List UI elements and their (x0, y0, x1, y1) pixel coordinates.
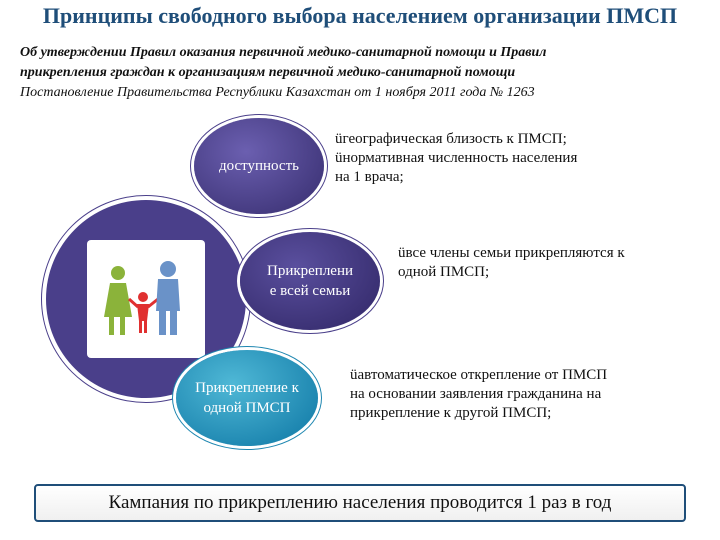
subtitle-line-3: Постановление Правительства Республики Казахстан от 1 ноября 2011 года № 1263 (20, 85, 535, 100)
node-single-pmsp-label: Прикрепление к одной ПМСП (195, 380, 299, 416)
node-accessibility (194, 118, 324, 214)
accessibility-details (335, 130, 655, 187)
node-family-attachment (240, 232, 380, 330)
detail-line: üавтоматическое открепление от ПМСП (350, 367, 608, 383)
detail-line: üгеографическая близость к ПМСП; (335, 131, 567, 147)
detail-line: üнормативная численность населения (335, 150, 578, 166)
node-family-attachment-label: Прикреплени е всей семьи (266, 263, 354, 299)
node-accessibility-label: доступность (218, 158, 299, 174)
detail-line: прикрепление к другой ПМСП; (350, 405, 552, 421)
page-title: Принципы свободного выбора населением организации ПМСП (42, 3, 678, 28)
detail-line: одной ПМСП; (398, 264, 490, 280)
family-icon (87, 240, 205, 358)
detail-line: на 1 врача; (335, 169, 404, 185)
single-pmsp-details (350, 366, 690, 423)
family-attachment-details (398, 244, 698, 282)
subtitle-line-1: Об утверждении Правил оказания первичной медико-санитарной помощи и Правил (20, 45, 547, 60)
detail-line: üвсе члены семьи прикрепляются к (398, 245, 625, 261)
subtitle-line-2: прикрепления граждан к организациям первичной медико-санитарной помощи (20, 65, 516, 80)
node-single-pmsp (176, 350, 318, 446)
detail-line: на основании заявления гражданина на (350, 386, 602, 402)
campaign-banner: Кампания по прикреплению населения проводится 1 раз в год (34, 484, 686, 522)
